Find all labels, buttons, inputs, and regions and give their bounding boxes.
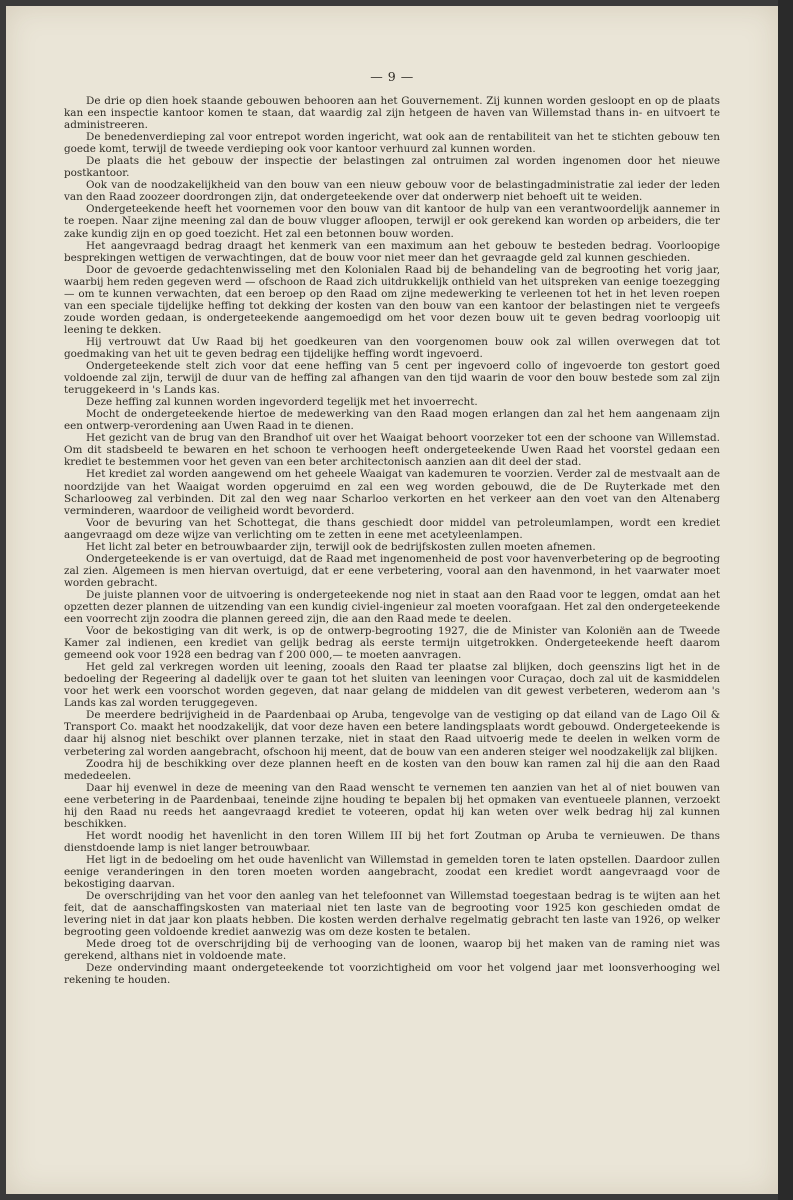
paragraph: Het ligt in de bedoeling om het oude havenlicht van Willemstad in gemelden toren te laten opstellen. Daardoor zullen eenige veranderingen in den toren moeten worden aangebracht, zoodat een krediet wordt aangevraagd voor de bekostiging daarvan.: [64, 853, 720, 891]
paragraph: Zoodra hij de beschikking over deze plannen heeft en de kosten van den bouw kan ramen zal hij die aan den Raad mededeelen.: [64, 757, 720, 782]
paragraph: Het gezicht van de brug van den Brandhof uit over het Waaigat behoort voorzeker tot een der schoone van Willemstad. Om dit stadsbeeld te bewaren en het schoon te verhoogen heeft ondergeteekende Uwen Raad het voorstel gedaan een krediet te bestemmen voor het geven van een beter architectonisch aanzien aan dit deel der stad.: [64, 432, 720, 469]
paragraph: Voor de bekostiging van dit werk, is op de ontwerp-begrooting 1927, die de Minister van Koloniën aan de Tweede Kamer zal indienen, een krediet van gelijk bedrag als eerste termijn uitgetrokken. Ondergeteekende heeft daarom gemeend ook voor 1928 een bedrag van f 200 000,— te moeten aanvragen.: [64, 625, 720, 662]
document-page: [6, 6, 778, 1194]
paragraph: De drie op dien hoek staande gebouwen behooren aan het Gouvernement. Zij kunnen worden gesloopt en op de plaats kan een inspectie kantoor komen te staan, dat waardig zal zijn hetgeen de haven van Willemstad thans in- en uitvoert te administreeren.: [64, 95, 720, 132]
paragraph: Hij vertrouwt dat Uw Raad bij het goedkeuren van den voorgenomen bouw ook zal willen overwegen dat tot goedmaking van het uit te geven bedrag een tijdelijke heffing wordt ingevoerd.: [64, 335, 720, 360]
paragraph: De juiste plannen voor de uitvoering is ondergeteekende nog niet in staat aan den Raad voor te leggen, omdat aan het opzetten dezer plannen de uitzending van een kundig civiel-ingenieur zal moeten voorafgaan. Het zal den ondergeteekende een voorrecht zijn zoodra die plannen gereed zijn, die aan den Raad mede te deelen.: [64, 588, 720, 626]
paragraph: De meerdere bedrijvigheid in de Paardenbaai op Aruba, tengevolge van de vestiging op dat eiland van de Lago Oil & Transport Co. maakt het noodzakelijk, dat voor deze haven een betere landingsplaats wordt gebouwd. Ondergeteekende is daar hij alsnog niet beschikt over plannen terzake, niet in staat den Raad uitvoerig mede te deelen in welken vorm de verbetering zal worden aangebracht, ofschoon hij meent, dat de bouw van een anderen steiger wel noodzakelijk zal blijken.: [64, 709, 720, 758]
paragraph: Door de gevoerde gedachtenwisseling met den Kolonialen Raad bij de behandeling van de begrooting het vorig jaar, waarbij hem reden gegeven werd — ofschoon de Raad zich uitdrukkelijk onthield van het uitspreken van eenige toezegging — om te kunnen verwachten, dat een beroep op den Raad om zijne medewerking te verleenen tot het in het leven roepen van een speciale tijdelijke heffing tot dekking der kosten van den bouw van een kantoor der belastingen niet te vergeefs zoude worden gedaan, is ondergeteekende aangemoedigd om het voor dezen bouw uit te geven bedrag voorloopig uit leening te dekken.: [64, 263, 720, 336]
body-text: [64, 95, 720, 986]
paragraph: Het wordt noodig het havenlicht in den toren Willem III bij het fort Zoutman op Aruba te vernieuwen. De thans dienstdoende lamp is niet langer betrouwbaar.: [64, 829, 720, 854]
paragraph: Ondergeteekende stelt zich voor dat eene heffing van 5 cent per ingevoerd collo of ingevoerde ton gestort goed voldoende zal zijn, terwijl de duur van de heffing zal afhangen van den tijd waarin de voor den bouw bestede som zal zijn teruggekeerd in 's Lands kas.: [64, 360, 720, 397]
page-number: — 9 —: [370, 69, 414, 84]
paragraph: De overschrijding van het voor den aanleg van het telefoonnet van Willemstad toegestaan bedrag is te wijten aan het feit, dat de aanschaffingskosten van materiaal niet ten laste van de begrooting voor 1925 kon geschieden omdat de levering niet in dat jaar kon plaats hebben. Die kosten werden derhalve regelmatig gebracht ten laste van 1926, op welker begrooting geen voldoende krediet aanwezig was om deze kosten te betalen.: [64, 890, 720, 939]
paragraph: Het geld zal verkregen worden uit leening, zooals den Raad ter plaatse zal blijken, doch geenszins ligt het in de bedoeling der Regeering al dadelijk over te gaan tot het sluiten van leeningen voor Curaçao, doch zal uit de kasmiddelen voor het werk een voorschot worden gegeven, dat naar gelang de middelen van dit gewest verbeteren, wederom aan 's Lands kas zal worden teruggegeven.: [64, 661, 720, 710]
paragraph: De benedenverdieping zal voor entrepot worden ingericht, wat ook aan de rentabiliteit van het te stichten gebouw ten goede komt, terwijl de tweede verdieping ook voor kantoor verhuurd zal kunnen worden.: [64, 131, 720, 156]
paragraph: Mede droeg tot de overschrijding bij de verhooging van de loonen, waarop bij het maken van de raming niet was gerekend, althans niet in voldoende mate.: [64, 938, 720, 963]
paragraph: Het licht zal beter en betrouwbaarder zijn, terwijl ook de bedrijfskosten zullen moeten afnemen.: [86, 540, 596, 553]
paragraph: Het aangevraagd bedrag draagt het kenmerk van een maximum aan het gebouw te besteden bedrag. Voorloopige besprekingen wettigen de verwachtingen, dat de bouw voor niet meer dan het gevraagde geld zal kunnen geschieden.: [64, 239, 720, 264]
paragraph: Ondergeteekende is er van overtuigd, dat de Raad met ingenomenheid de post voor havenverbetering op de begrooting zal zien. Algemeen is men hiervan overtuigd, dat er eene verbetering, vooral aan den havenmond, in het vaarwater moet worden gebracht.: [64, 552, 720, 589]
paragraph: Deze heffing zal kunnen worden ingevorderd tegelijk met het invoerrecht.: [86, 396, 478, 409]
paragraph: De plaats die het gebouw der inspectie der belastingen zal ontruimen zal worden ingenomen door het nieuwe postkantoor.: [64, 155, 720, 180]
paragraph: Daar hij evenwel in deze de meening van den Raad wenscht te vernemen ten aanzien van het al of niet bouwen van eene verbetering in de Paardenbaai, teneinde zijne houding te bepalen bij het opmaken van eventueele plannen, verzoekt hij den Raad nu reeds het aangevraagd krediet te voteeren, opdat hij kan weten over welk bedrag hij zal kunnen beschikken.: [64, 781, 720, 830]
paragraph: Het krediet zal worden aangewend om het geheele Waaigat van kademuren te voorzien. Verder zal de mestvaalt aan de noordzijde van het Waaigat worden opgeruimd en zal een weg worden gebouwd, die de De Ruyterkade met den Scharlooweg zal verbinden. Dit zal den weg naar Scharloo verkorten en het verkeer aan den voet van den Altenaberg verminderen, waardoor de veiligheid wordt bevorderd.: [64, 468, 720, 517]
paragraph: Ondergeteekende heeft het voornemen voor den bouw van dit kantoor de hulp van een verantwoordelijk aannemer in te roepen. Naar zijne meening zal dan de bouw vlugger afloopen, terwijl er ook gerekend kan worden op arbeiders, die ter zake kundig zijn en op goed toezicht. Het zal een betonnen bouw worden.: [64, 203, 720, 240]
paragraph: Ook van de noodzakelijkheid van den bouw van een nieuw gebouw voor de belastingadministratie zal ieder der leden van den Raad zoozeer doordrongen zijn, dat ondergeteekende over dat onderwerp niet behoeft uit te weiden.: [64, 179, 720, 204]
paragraph: Deze ondervinding maant ondergeteekende tot voorzichtigheid om voor het volgend jaar met loonsverhooging wel rekening te houden.: [64, 962, 720, 987]
paragraph: Mocht de ondergeteekende hiertoe de medewerking van den Raad mogen erlangen dan zal het hem aangenaam zijn een ontwerp-verordening aan Uwen Raad in te dienen.: [64, 408, 720, 433]
scan-edge: [778, 0, 793, 1200]
paragraph: Voor de bevuring van het Schottegat, die thans geschiedt door middel van petroleumlampen, wordt een krediet aangevraagd om deze wijze van verlichting om te zetten in eene met acetyleenlampen.: [64, 516, 720, 541]
